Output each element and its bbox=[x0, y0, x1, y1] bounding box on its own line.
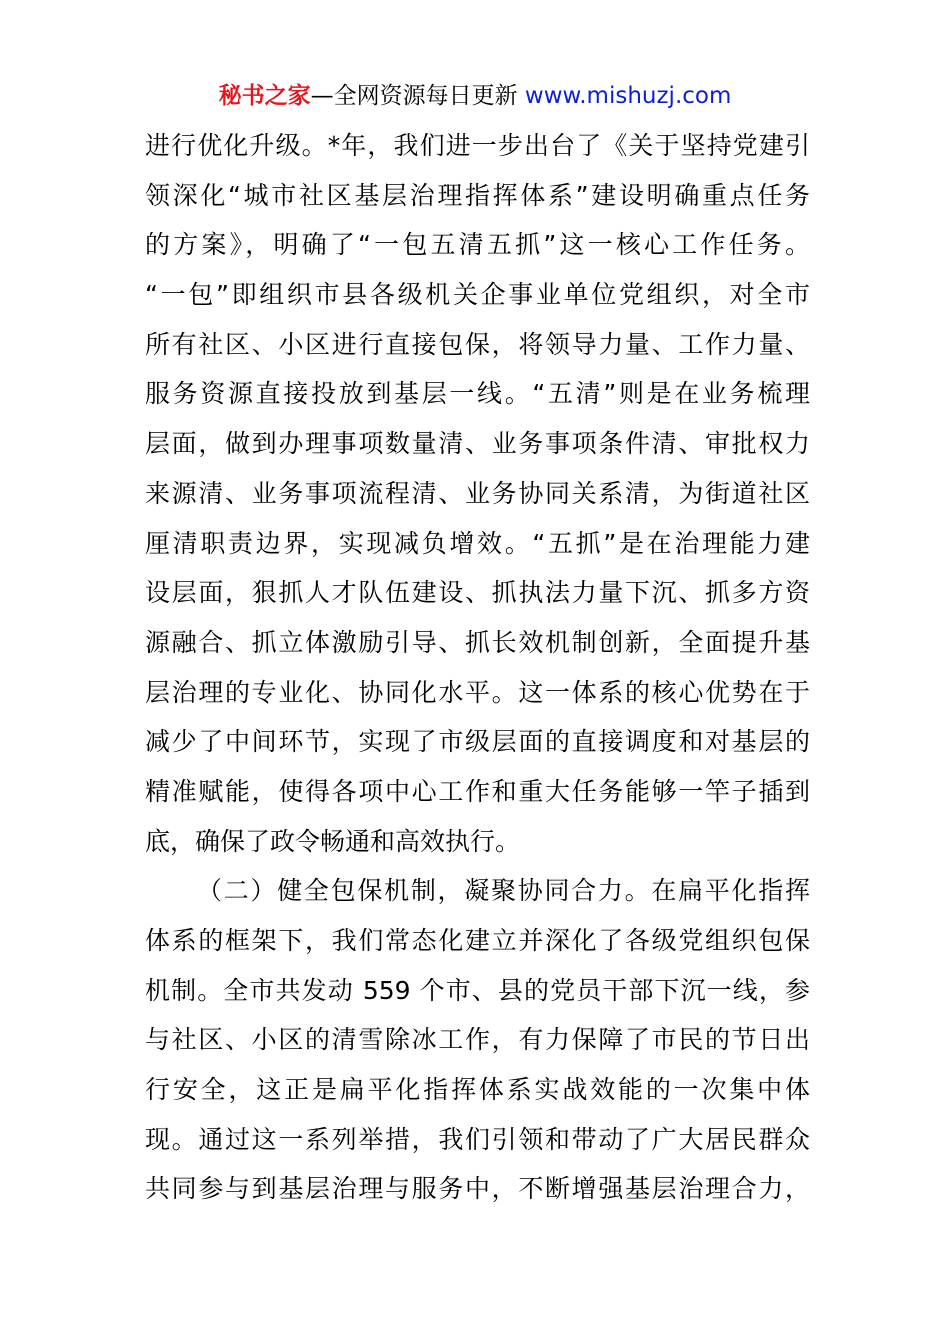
document-body bbox=[145, 128, 810, 1221]
text-line: “一包”即组织市县各级机关企事业单位党组织，对全市 bbox=[145, 280, 810, 310]
text-line: 层面，做到办理事项数量清、业务事项条件清、审批权力 bbox=[145, 429, 810, 459]
text-line: 现。通过这一系列举措，我们引领和带动了广大居民群众 bbox=[145, 1124, 810, 1154]
text-line: 底，确保了政令畅通和高效执行。 bbox=[145, 826, 521, 856]
text-line: 体系的框架下，我们常态化建立并深化了各级党组织包保 bbox=[145, 926, 810, 955]
text-line: 的方案》，明确了“一包五清五抓”这一核心工作任务。 bbox=[145, 230, 810, 260]
text-line: 精准赋能，使得各项中心工作和重大任务能够一竿子插到 bbox=[145, 776, 810, 806]
text-line: 机制。全市共发动 559 个市、县的党员干部下沉一线，参 bbox=[145, 975, 810, 1005]
text-line: 源融合、抓立体激励引导、抓长效机制创新，全面提升基 bbox=[145, 627, 810, 657]
text-line: 厘清职责边界，实现减负增效。“五抓”是在治理能力建 bbox=[145, 528, 810, 558]
section-heading-line: （二）健全包保机制，凝聚协同合力。在扁平化指挥 bbox=[197, 876, 810, 906]
text-line: 与社区、小区的清雪除冰工作，有力保障了市民的节日出 bbox=[145, 1025, 810, 1055]
text-line: 行安全，这正是扁平化指挥体系实战效能的一次集中体 bbox=[145, 1075, 810, 1105]
text-line: 进行优化升级。*年，我们进一步出台了《关于坚持党建引 bbox=[145, 131, 810, 160]
text-line: 设层面，狠抓人才队伍建设、抓执法力量下沉、抓多方资 bbox=[145, 578, 810, 608]
text-line: 层治理的专业化、协同化水平。这一体系的核心优势在于 bbox=[145, 677, 810, 707]
text-line: 服务资源直接投放到基层一线。“五清”则是在业务梳理 bbox=[145, 379, 810, 409]
site-tagline: —全网资源每日更新 bbox=[310, 83, 525, 109]
site-url-link[interactable]: www.mishuzj.com bbox=[524, 83, 732, 109]
text-line: 来源清、业务事项流程清、业务协同关系清，为街道社区 bbox=[145, 478, 810, 508]
page-header bbox=[0, 80, 950, 112]
text-line: 所有社区、小区进行直接包保，将领导力量、工作力量、 bbox=[145, 329, 810, 359]
text-line: 减少了中间环节，实现了市级层面的直接调度和对基层的 bbox=[145, 727, 810, 757]
text-line: 共同参与到基层治理与服务中，不断增强基层治理合力， bbox=[145, 1174, 810, 1204]
site-brand: 秘书之家 bbox=[218, 83, 311, 109]
text-line: 领深化“城市社区基层治理指挥体系”建设明确重点任务 bbox=[145, 180, 810, 210]
